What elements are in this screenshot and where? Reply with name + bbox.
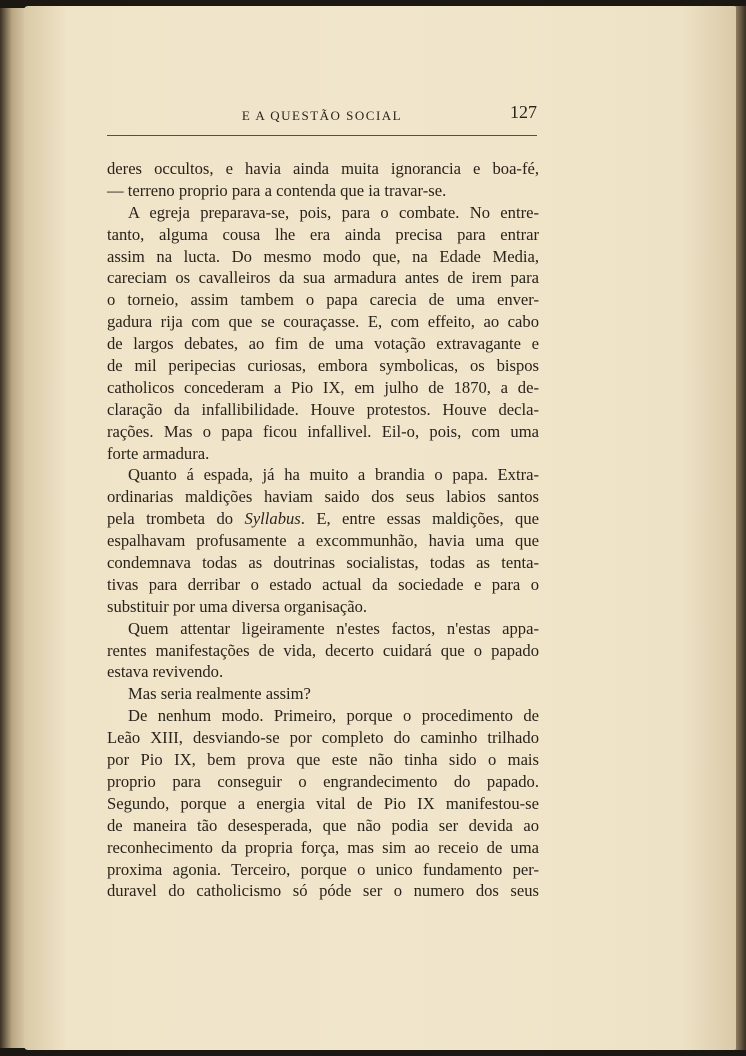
text-line: gadura rija com que se couraçasse. E, com effeito, ao cabo [107,312,539,332]
text-line: substituir por uma diversa organisação. [107,596,368,616]
text-line: duravel do catholicismo só póde ser o numero dos seus [107,881,539,901]
text-line: claração da infallibilidade. Houve protestos. Houve decla- [107,399,539,419]
page-header [107,102,537,132]
text-line: catholicos concederam a Pio IX, em julho de 1870, a de- [107,377,539,397]
text-line: Quanto á espada, já ha muito a brandia o papa. Extra- [128,465,539,485]
page-number: 127 [510,102,537,122]
text-line: Mas seria realmente assim? [128,684,311,704]
text-line: reconhecimento da propria força, mas sim ao receio de uma [107,837,539,857]
text-line: estava revivendo. [107,662,224,682]
text-line: De nenhum modo. Primeiro, porque o procedimento de [128,706,539,726]
text-line: assim na lucta. Do mesmo modo que, na Edade Media, [107,246,539,266]
text-line: ordinarias maldições haviam saido dos seus labios santos [107,487,539,507]
italic-title: Syllabus [244,509,301,529]
text-line: deres occultos, e havia ainda muita ignorancia e boa-fé, [107,159,539,178]
running-title: E A QUESTÃO SOCIAL [241,108,403,123]
text-line: rentes manifestações de vida, decerto cuidará que o papado [107,640,539,660]
text-line: tanto, alguma cousa lhe era ainda precisa para entrar [107,224,539,244]
page-edge [736,6,746,1050]
text-line: Leão XIII, desviando-se por completo do caminho trilhado [107,728,539,748]
text-line: proxima agonia. Terceiro, porque o unico fundamento per- [107,859,539,879]
header-rule [107,135,537,136]
text-line: A egreja preparava-se, pois, para o combate. No entre- [128,202,539,222]
text-line: proprio para conseguir o engrandecimento do papado. [107,771,539,791]
text-line: careciam os cavalleiros da sua armadura antes de irem para [107,268,539,288]
text-line: tivas para derribar o estado actual da sociedade e para o [107,574,539,594]
text-line: de largos debates, ao fim de uma votação extravagante e [107,334,539,354]
text-line: por Pio IX, bem prova que este não tinha sido o mais [107,750,539,770]
text-line: espalhavam profusamente a excommunhão, havia uma que [107,531,539,551]
text-line: — terreno proprio para a contenda que ia travar-se. [107,180,447,200]
text-line: o torneio, assim tambem o papa carecia de uma enver- [107,290,539,310]
text-line: Segundo, porque a energia vital de Pio IX manifestou-se [107,793,539,813]
body-text [107,158,539,902]
text-line: pela trombeta do Syllabus. E, entre essas maldições, que [107,509,539,529]
text-line: rações. Mas o papa ficou infallivel. Eil-o, pois, com uma [107,421,539,441]
text-line: de maneira tão desesperada, que não podia ser devida ao [107,815,539,835]
text-line: condemnava todas as doutrinas socialistas, todas as tenta- [107,553,539,573]
text-line: de mil peripecias curiosas, embora symbolicas, os bispos [107,356,539,376]
text-line: Quem attentar ligeiramente n'estes factos, n'estas appa- [128,618,539,638]
text-line: forte armadura. [107,443,210,463]
